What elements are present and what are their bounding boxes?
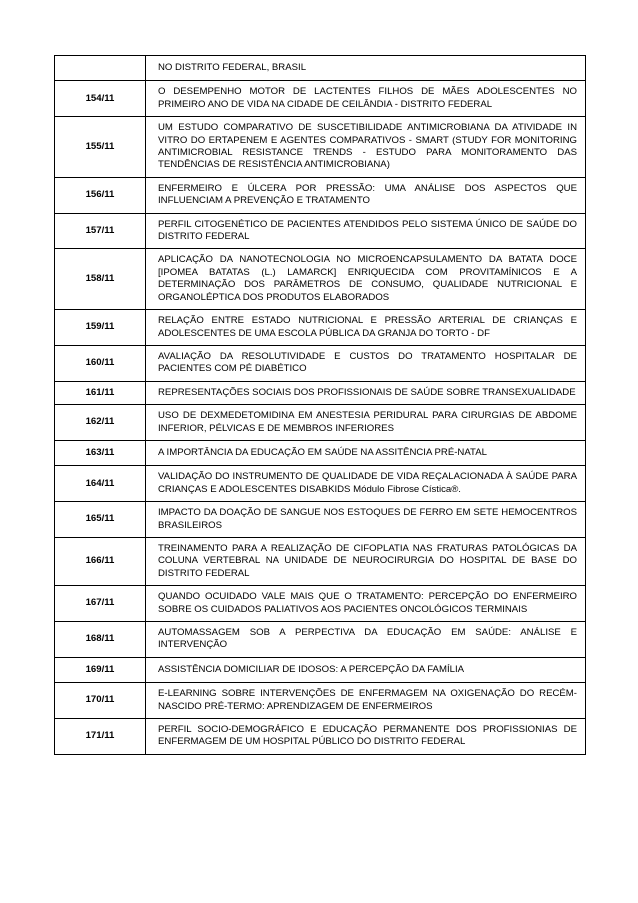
table-row xyxy=(55,657,586,682)
row-title: UM ESTUDO COMPARATIVO DE SUSCETIBILIDADE ANTIMICROBIANA DA ATIVIDADE IN VITRO DO ERTAPENEM E AGENTES COMPARATIVOS - SMART (STUDY FOR MONITORING ANTIMICROBIAL RESISTANCE TRENDS - ESTUDO PARA MONITORAMENTO DAS TENDÊNCIAS DE RESISTÊNCIA ANTIMICROBIANA) xyxy=(146,117,586,178)
row-title: O DESEMPENHO MOTOR DE LACTENTES FILHOS DE MÃES ADOLESCENTES NO PRIMEIRO ANO DE VIDA NA CIDADE DE CEILÂNDIA - DISTRITO FEDERAL xyxy=(146,81,586,117)
row-title: IMPACTO DA DOAÇÃO DE SANGUE NOS ESTOQUES DE FERRO EM SETE HEMOCENTROS BRASILEIROS xyxy=(146,502,586,538)
row-title: REPRESENTAÇÕES SOCIAIS DOS PROFISSIONAIS DE SAÚDE SOBRE TRANSEXUALIDADE xyxy=(146,381,586,404)
row-title: E-LEARNING SOBRE INTERVENÇÕES DE ENFERMAGEM NA OXIGENAÇÃO DO RECÉM-NASCIDO PRÉ-TERMO: APRENDIZAGEM DE ENFERMEIROS xyxy=(146,683,586,719)
table-row xyxy=(55,719,586,755)
row-code: 170/11 xyxy=(55,683,146,719)
table-row xyxy=(55,345,586,381)
row-title: A IMPORTÂNCIA DA EDUCAÇÃO EM SAÚDE NA ASSITÊNCIA PRÉ-NATAL xyxy=(146,440,586,465)
row-title: TREINAMENTO PARA A REALIZAÇÃO DE CIFOPLATIA NAS FRATURAS PATOLÓGICAS DA COLUNA VERTEBRAL NA UNIDADE DE NEUROCIRURGIA DO HOSPITAL DE BASE DO DISTRITO FEDERAL xyxy=(146,537,586,585)
table-row xyxy=(55,405,586,441)
row-title: PERFIL SOCIO-DEMOGRÁFICO E EDUCAÇÃO PERMANENTE DOS PROFISSIONIAS DE ENFERMAGEM DE UM HOSPITAL PÚBLICO DO DISTRITO FEDERAL xyxy=(146,719,586,755)
table-row xyxy=(55,537,586,585)
table-row xyxy=(55,249,586,310)
row-code: 154/11 xyxy=(55,81,146,117)
row-code: 165/11 xyxy=(55,502,146,538)
row-code: 162/11 xyxy=(55,405,146,441)
table-row xyxy=(55,310,586,346)
row-title: QUANDO OCUIDADO VALE MAIS QUE O TRATAMENTO: PERCEPÇÃO DO ENFERMEIRO SOBRE OS CUIDADOS PALIATIVOS AOS PACIENTES ONCOLÓGICOS TERMINAIS xyxy=(146,586,586,622)
row-code: 160/11 xyxy=(55,345,146,381)
row-code: 163/11 xyxy=(55,440,146,465)
row-code: 157/11 xyxy=(55,213,146,249)
row-code: 155/11 xyxy=(55,117,146,178)
row-title: RELAÇÃO ENTRE ESTADO NUTRICIONAL E PRESSÃO ARTERIAL DE CRIANÇAS E ADOLESCENTES DE UMA ESCOLA PÚBLICA DA GRANJA DO TORTO - DF xyxy=(146,310,586,346)
row-code: 166/11 xyxy=(55,537,146,585)
row-code: 167/11 xyxy=(55,586,146,622)
table-row xyxy=(55,586,586,622)
row-code: 161/11 xyxy=(55,381,146,404)
records-table xyxy=(54,55,586,755)
row-title: ASSISTÊNCIA DOMICILIAR DE IDOSOS: A PERCEPÇÃO DA FAMÍLIA xyxy=(146,657,586,682)
table-row xyxy=(55,177,586,213)
table-row xyxy=(55,117,586,178)
row-title: APLICAÇÃO DA NANOTECNOLOGIA NO MICROENCAPSULAMENTO DA BATATA DOCE [IPOMEA BATATAS (L.) LAMARCK] ENRIQUECIDA COM PROVITAMÍNICOS E A DETERMINAÇÃO DOS PARÂMETROS DE CONSUMO, QUALIDADE NUTRICIONAL E ORGANOLÉPTICA DOS PRODUTOS ELABORADOS xyxy=(146,249,586,310)
row-title: ENFERMEIRO E ÚLCERA POR PRESSÃO: UMA ANÁLISE DOS ASPECTOS QUE INFLUENCIAM A PREVENÇÃO E TRATAMENTO xyxy=(146,177,586,213)
row-title: AUTOMASSAGEM SOB A PERPECTIVA DA EDUCAÇÃO EM SAÚDE: ANÁLISE E INTERVENÇÃO xyxy=(146,622,586,658)
table-row xyxy=(55,622,586,658)
table-row xyxy=(55,466,586,502)
row-title: USO DE DEXMEDETOMIDINA EM ANESTESIA PERIDURAL PARA CIRURGIAS DE ABDOME INFERIOR, PÉLVICAS E DE MEMBROS INFERIORES xyxy=(146,405,586,441)
row-title: AVALIAÇÃO DA RESOLUTIVIDADE E CUSTOS DO TRATAMENTO HOSPITALAR DE PACIENTES COM PÉ DIABÉTICO xyxy=(146,345,586,381)
table-row xyxy=(55,502,586,538)
row-code: 158/11 xyxy=(55,249,146,310)
table-row xyxy=(55,440,586,465)
row-code: 164/11 xyxy=(55,466,146,502)
row-title: VALIDAÇÃO DO INSTRUMENTO DE QUALIDADE DE VIDA REÇALACIONADA À SAÚDE PARA CRIANÇAS E ADOLESCENTES DISABKIDS Módulo Fibrose Cística®. xyxy=(146,466,586,502)
row-title: NO DISTRITO FEDERAL, BRASIL xyxy=(146,56,586,81)
row-title: PERFIL CITOGENÉTICO DE PACIENTES ATENDIDOS PELO SISTEMA ÚNICO DE SAÚDE DO DISTRITO FEDERAL xyxy=(146,213,586,249)
table-row xyxy=(55,81,586,117)
table-row xyxy=(55,56,586,81)
row-code: 171/11 xyxy=(55,719,146,755)
table-row xyxy=(55,213,586,249)
row-code: 168/11 xyxy=(55,622,146,658)
table-row xyxy=(55,683,586,719)
row-code: 156/11 xyxy=(55,177,146,213)
row-code xyxy=(55,56,146,81)
table-row xyxy=(55,381,586,404)
row-code: 169/11 xyxy=(55,657,146,682)
row-code: 159/11 xyxy=(55,310,146,346)
